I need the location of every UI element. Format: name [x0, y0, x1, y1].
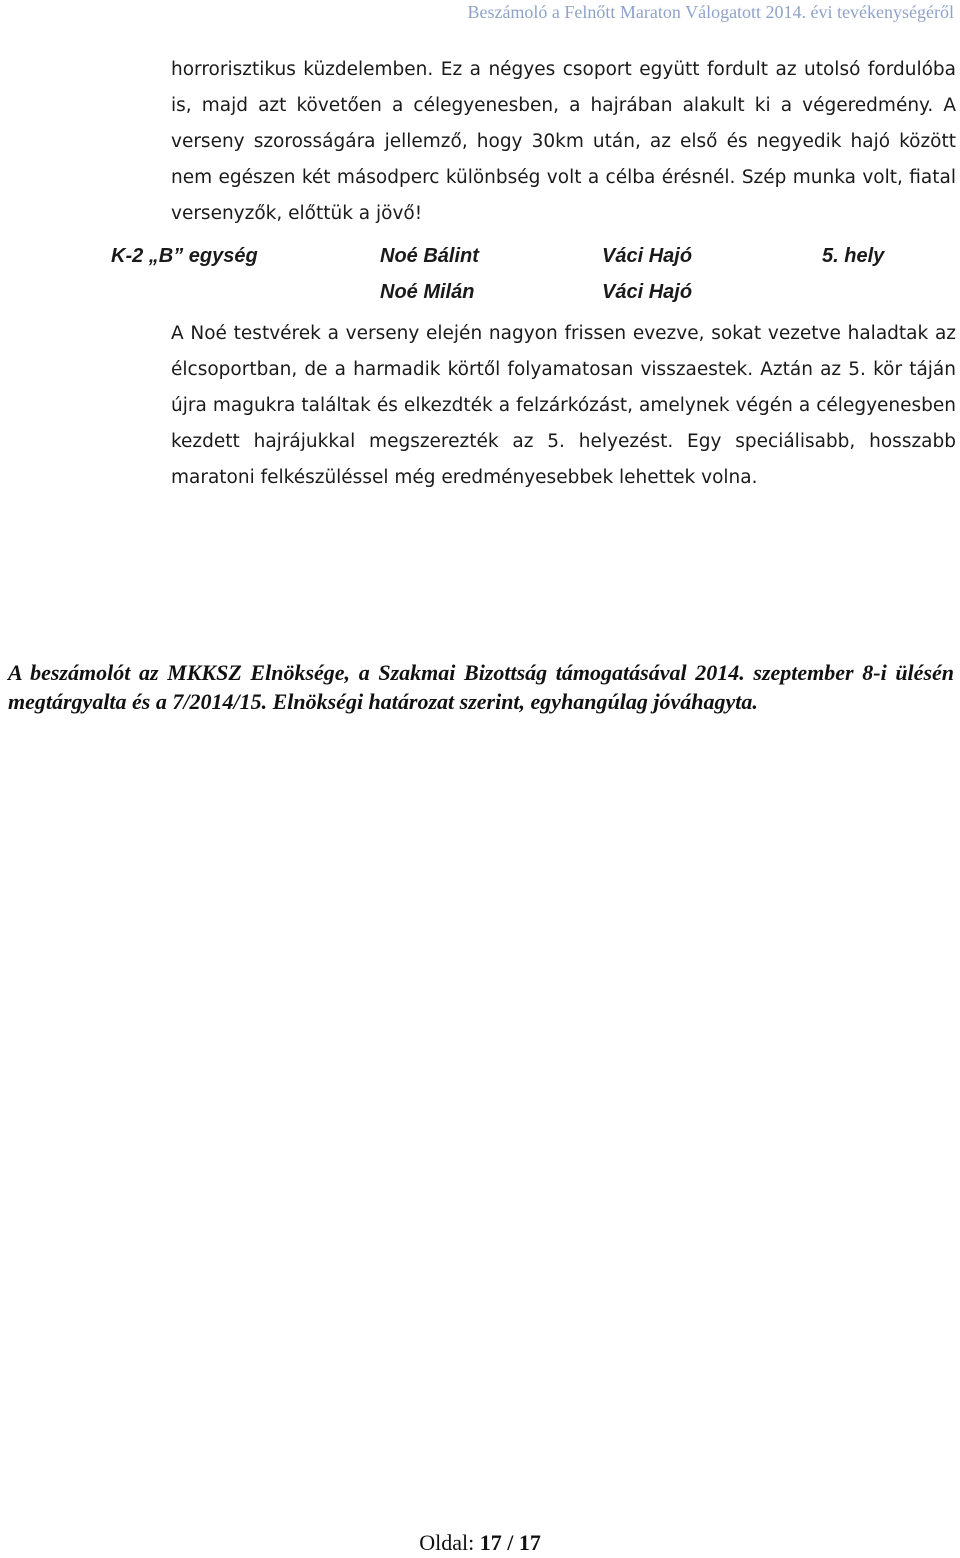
- crew-member-club: Váci Hajó: [602, 245, 693, 267]
- page-footer: [0, 1530, 960, 1556]
- current-page-number: 17: [479, 1530, 502, 1555]
- crew-member-name: Noé Milán: [380, 281, 475, 303]
- page-separator: /: [507, 1530, 514, 1555]
- crew-member-club: Váci Hajó: [602, 281, 693, 303]
- body-paragraph-noe-brothers: A Noé testvérek a verseny elején nagyon frissen evezve, sokat vezetve haladtak az élcsoportban, de a harmadik körtől folyamatosan visszaestek. Aztán az 5. kör táján újra magukra találtak és elkezdték a felzárkózást, amelynek végén a célegyenesben kezdett hajrájukkal megszerezték az 5. helyezést. Egy speciálisabb, hosszabb maratoni felkészüléssel még eredményesebbek lehettek volna.: [171, 323, 956, 488]
- running-header: Beszámoló a Felnőtt Maraton Válogatott 2014. évi tevékenységéről: [467, 2, 954, 22]
- crew-member-name: Noé Bálint: [380, 245, 479, 267]
- body-paragraph-race-summary: horrorisztikus küzdelemben. Ez a négyes csoport együtt fordult az utolsó fordulóba is, majd azt követően a célegyenesben, a hajrában alakult ki a végeredmény. A verseny szorosságára jellemző, hogy 30km után, az első és negyedik hajó között nem egészen két másodperc különbség volt a célba érésnél. Szép munka volt, fiatal versenyzők, előttük a jövő!: [171, 59, 956, 224]
- approval-statement: A beszámolót az MKKSZ Elnöksége, a Szakmai Bizottság támogatásával 2014. szeptember 8-i ülésén megtárgyalta és a 7/2014/15. Elnökségi határozat szerint, egyhangúlag jóváhagyta.: [8, 660, 954, 714]
- page-label: Oldal:: [419, 1530, 475, 1555]
- total-pages-number: 17: [518, 1530, 541, 1555]
- result-category: K-2 „B” egység: [111, 245, 258, 267]
- result-place: 5. hely: [822, 245, 885, 267]
